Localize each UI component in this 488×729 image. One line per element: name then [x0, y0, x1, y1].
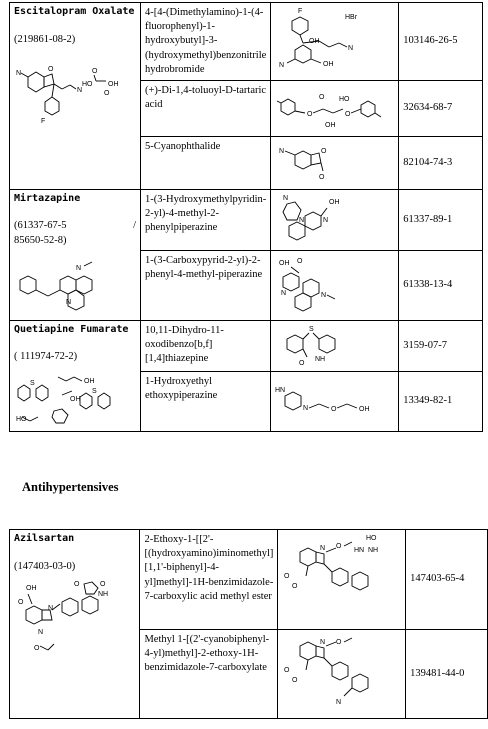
svg-text:N: N [77, 86, 83, 94]
svg-text:OH: OH [309, 38, 320, 45]
impurity-name: 10,11-Dihydro-11-oxodibenzo[b,f][1,4]thiazepine [145, 324, 224, 365]
impurity-cas-cell [399, 371, 483, 431]
impurity-structure [273, 253, 391, 317]
svg-text:N: N [299, 216, 305, 224]
impurity-name-cell [141, 3, 271, 81]
drug-cell [10, 530, 140, 719]
drug-name: Escitalopram Oxalate [14, 6, 135, 17]
svg-text:OH: OH [279, 259, 290, 267]
svg-text:N: N [281, 289, 287, 297]
impurity-cas-cell [399, 250, 483, 320]
impurity-cas-cell [399, 136, 483, 189]
svg-text:N: N [320, 639, 326, 646]
impurity-structure [273, 139, 391, 187]
svg-text:HO: HO [82, 80, 93, 88]
section-title: Antihypertensives [22, 480, 119, 494]
impurity-cas: 147403-65-4 [410, 573, 465, 585]
table-row [10, 530, 488, 630]
svg-text:NH: NH [368, 547, 379, 554]
impurity-structure-cell [271, 189, 399, 250]
svg-text:HO: HO [16, 415, 27, 423]
escitalopram-structure [14, 53, 126, 143]
impurity-cas: 103146-26-5 [403, 35, 458, 47]
svg-text:NH: NH [315, 355, 326, 363]
svg-text:O: O [284, 573, 290, 580]
impurity-name: 1-(3-Carboxypyrid-2-yl)-2-phenyl-4-methyl-piperazine [145, 254, 263, 281]
impurity-cas-cell [399, 3, 483, 81]
svg-text:O: O [319, 93, 325, 101]
impurity-cas-cell [399, 80, 483, 136]
svg-text:O: O [48, 65, 54, 73]
svg-text:N: N [66, 298, 72, 306]
impurity-cas: 13349-82-1 [403, 395, 453, 407]
svg-text:NH: NH [98, 590, 109, 598]
svg-text:N: N [320, 545, 326, 552]
impurity-structure [280, 532, 398, 624]
svg-text:O: O [336, 543, 342, 550]
drug-name: Azilsartan [14, 533, 75, 544]
svg-text:N: N [283, 194, 289, 202]
impurity-table-antidepressants [9, 2, 483, 432]
svg-text:O: O [284, 667, 290, 674]
impurity-name-cell [141, 320, 271, 371]
drug-cell [10, 320, 141, 431]
svg-text:O: O [34, 644, 40, 652]
impurity-name-cell [141, 136, 271, 189]
drug-cas-alt: 85650-52-8) [14, 234, 67, 246]
impurity-cas: 3159-07-7 [403, 339, 448, 351]
drug-cas: (219861-08-2) [14, 33, 76, 45]
impurity-structure-cell [278, 630, 406, 719]
svg-text:O: O [18, 598, 24, 606]
svg-text:HO: HO [366, 535, 377, 542]
svg-text:F: F [298, 8, 303, 15]
impurity-cas: 61337-89-1 [403, 213, 453, 225]
impurity-structure [280, 632, 398, 716]
svg-text:HN: HN [275, 386, 286, 394]
mirtazapine-structure [14, 254, 126, 314]
svg-text:S: S [309, 325, 314, 333]
impurity-name: 1-Hydroxyethyl ethoxypiperazine [145, 375, 218, 402]
svg-text:N: N [76, 264, 82, 272]
svg-text:O: O [92, 67, 98, 75]
svg-text:N: N [38, 628, 44, 636]
impurity-structure-cell [271, 371, 399, 431]
impurity-table-antihypertensives [9, 529, 488, 719]
drug-cas: (61337-67-5 / [14, 220, 136, 232]
svg-text:S: S [92, 387, 97, 395]
impurity-cas-cell [406, 630, 488, 719]
table-row [10, 189, 483, 250]
impurity-structure-cell [271, 136, 399, 189]
svg-text:O: O [292, 677, 298, 684]
svg-text:OH: OH [329, 198, 340, 206]
drug-cas: (147403-03-0) [14, 560, 76, 572]
svg-text:O: O [331, 405, 337, 413]
svg-text:HO: HO [339, 95, 350, 103]
impurity-name-cell [140, 530, 278, 630]
table-row [10, 320, 483, 371]
impurity-cas: 61338-13-4 [403, 279, 453, 291]
impurity-structure [273, 323, 391, 369]
drug-cell [10, 3, 141, 190]
svg-text:OH: OH [323, 61, 334, 68]
impurity-cas-cell [399, 320, 483, 371]
svg-text:O: O [104, 89, 110, 97]
impurity-name-cell [141, 80, 271, 136]
drug-cell [10, 189, 141, 320]
impurity-name: 5-Cyanophthalide [145, 140, 221, 152]
svg-text:N: N [279, 147, 285, 155]
impurity-name-cell [141, 371, 271, 431]
impurity-name-cell [141, 189, 271, 250]
impurity-structure [273, 374, 391, 424]
svg-text:O: O [307, 110, 313, 118]
drug-cas: ( 111974-72-2) [14, 351, 78, 363]
svg-text:N: N [336, 699, 342, 706]
impurity-name: 4-[4-(Dimethylamino)-1-(4-fluorophenyl)-1-hydroxybutyl]-3-(hydroxymethyl)benzonitrile hydrobromide [145, 7, 267, 75]
impurity-name-cell [140, 630, 278, 719]
svg-text:F: F [41, 117, 46, 125]
drug-name: Quetiapine Fumarate [14, 323, 129, 335]
svg-text:O: O [321, 147, 327, 155]
svg-text:N: N [303, 404, 309, 412]
impurity-structure [273, 83, 391, 133]
svg-text:O: O [299, 359, 305, 367]
impurity-structure-cell [271, 3, 399, 81]
svg-text:O: O [297, 257, 303, 265]
impurity-structure [273, 192, 391, 248]
svg-text:N: N [279, 62, 285, 69]
svg-text:OH: OH [70, 395, 81, 403]
impurity-cas-cell [399, 189, 483, 250]
quetiapine-structure [14, 371, 126, 427]
drug-name: Mirtazapine [14, 192, 81, 204]
svg-text:O: O [74, 580, 80, 588]
impurity-name: 1-(3-Hydroxymethylpyridin-2-yl)-4-methyl-2-phenylpiperazine [145, 193, 267, 234]
azilsartan-structure [14, 580, 126, 680]
svg-text:O: O [336, 639, 342, 646]
table-row [10, 3, 483, 81]
impurity-structure-cell [278, 530, 406, 630]
svg-text:N: N [323, 216, 329, 224]
impurity-cas: 82104-74-3 [403, 156, 453, 168]
impurity-name-cell [141, 250, 271, 320]
impurity-cas: 32634-68-7 [403, 102, 453, 114]
impurity-cas: 139481-44-0 [410, 667, 465, 679]
svg-text:O: O [292, 583, 298, 590]
svg-text:N: N [48, 604, 54, 612]
svg-text:N: N [348, 45, 354, 52]
svg-text:HN: HN [354, 547, 365, 554]
svg-text:O: O [319, 173, 325, 181]
impurity-structure-cell [271, 250, 399, 320]
svg-text:O: O [100, 580, 106, 588]
impurity-name: (+)-Di-1,4-toluoyl-D-tartaric acid [145, 84, 267, 111]
svg-text:OH: OH [84, 377, 95, 385]
svg-text:N: N [321, 291, 327, 299]
impurity-structure [273, 5, 391, 73]
impurity-name: 2-Ethoxy-1-[[2'-[(hydroxyamino)iminomethyl][1,1'-biphenyl]-4-yl]methyl]-1H-benzimidazole-7-carboxylic acid methyl ester [144, 534, 274, 602]
svg-text:OH: OH [359, 405, 370, 413]
impurity-name: Methyl 1-[(2'-cyanobiphenyl-4-yl)methyl]-2-ethoxy-1H-benzimidazole-7-carboxylate [144, 634, 270, 674]
svg-text:OH: OH [108, 80, 119, 88]
impurity-cas-cell [406, 530, 488, 630]
svg-text:OH: OH [26, 584, 37, 592]
svg-text:O: O [345, 110, 351, 118]
svg-text:OH: OH [325, 121, 336, 129]
impurity-structure-cell [271, 320, 399, 371]
impurity-structure-cell [271, 80, 399, 136]
svg-text:S: S [30, 379, 35, 387]
svg-text:N: N [16, 69, 22, 77]
hbr-label: HBr [345, 14, 358, 21]
